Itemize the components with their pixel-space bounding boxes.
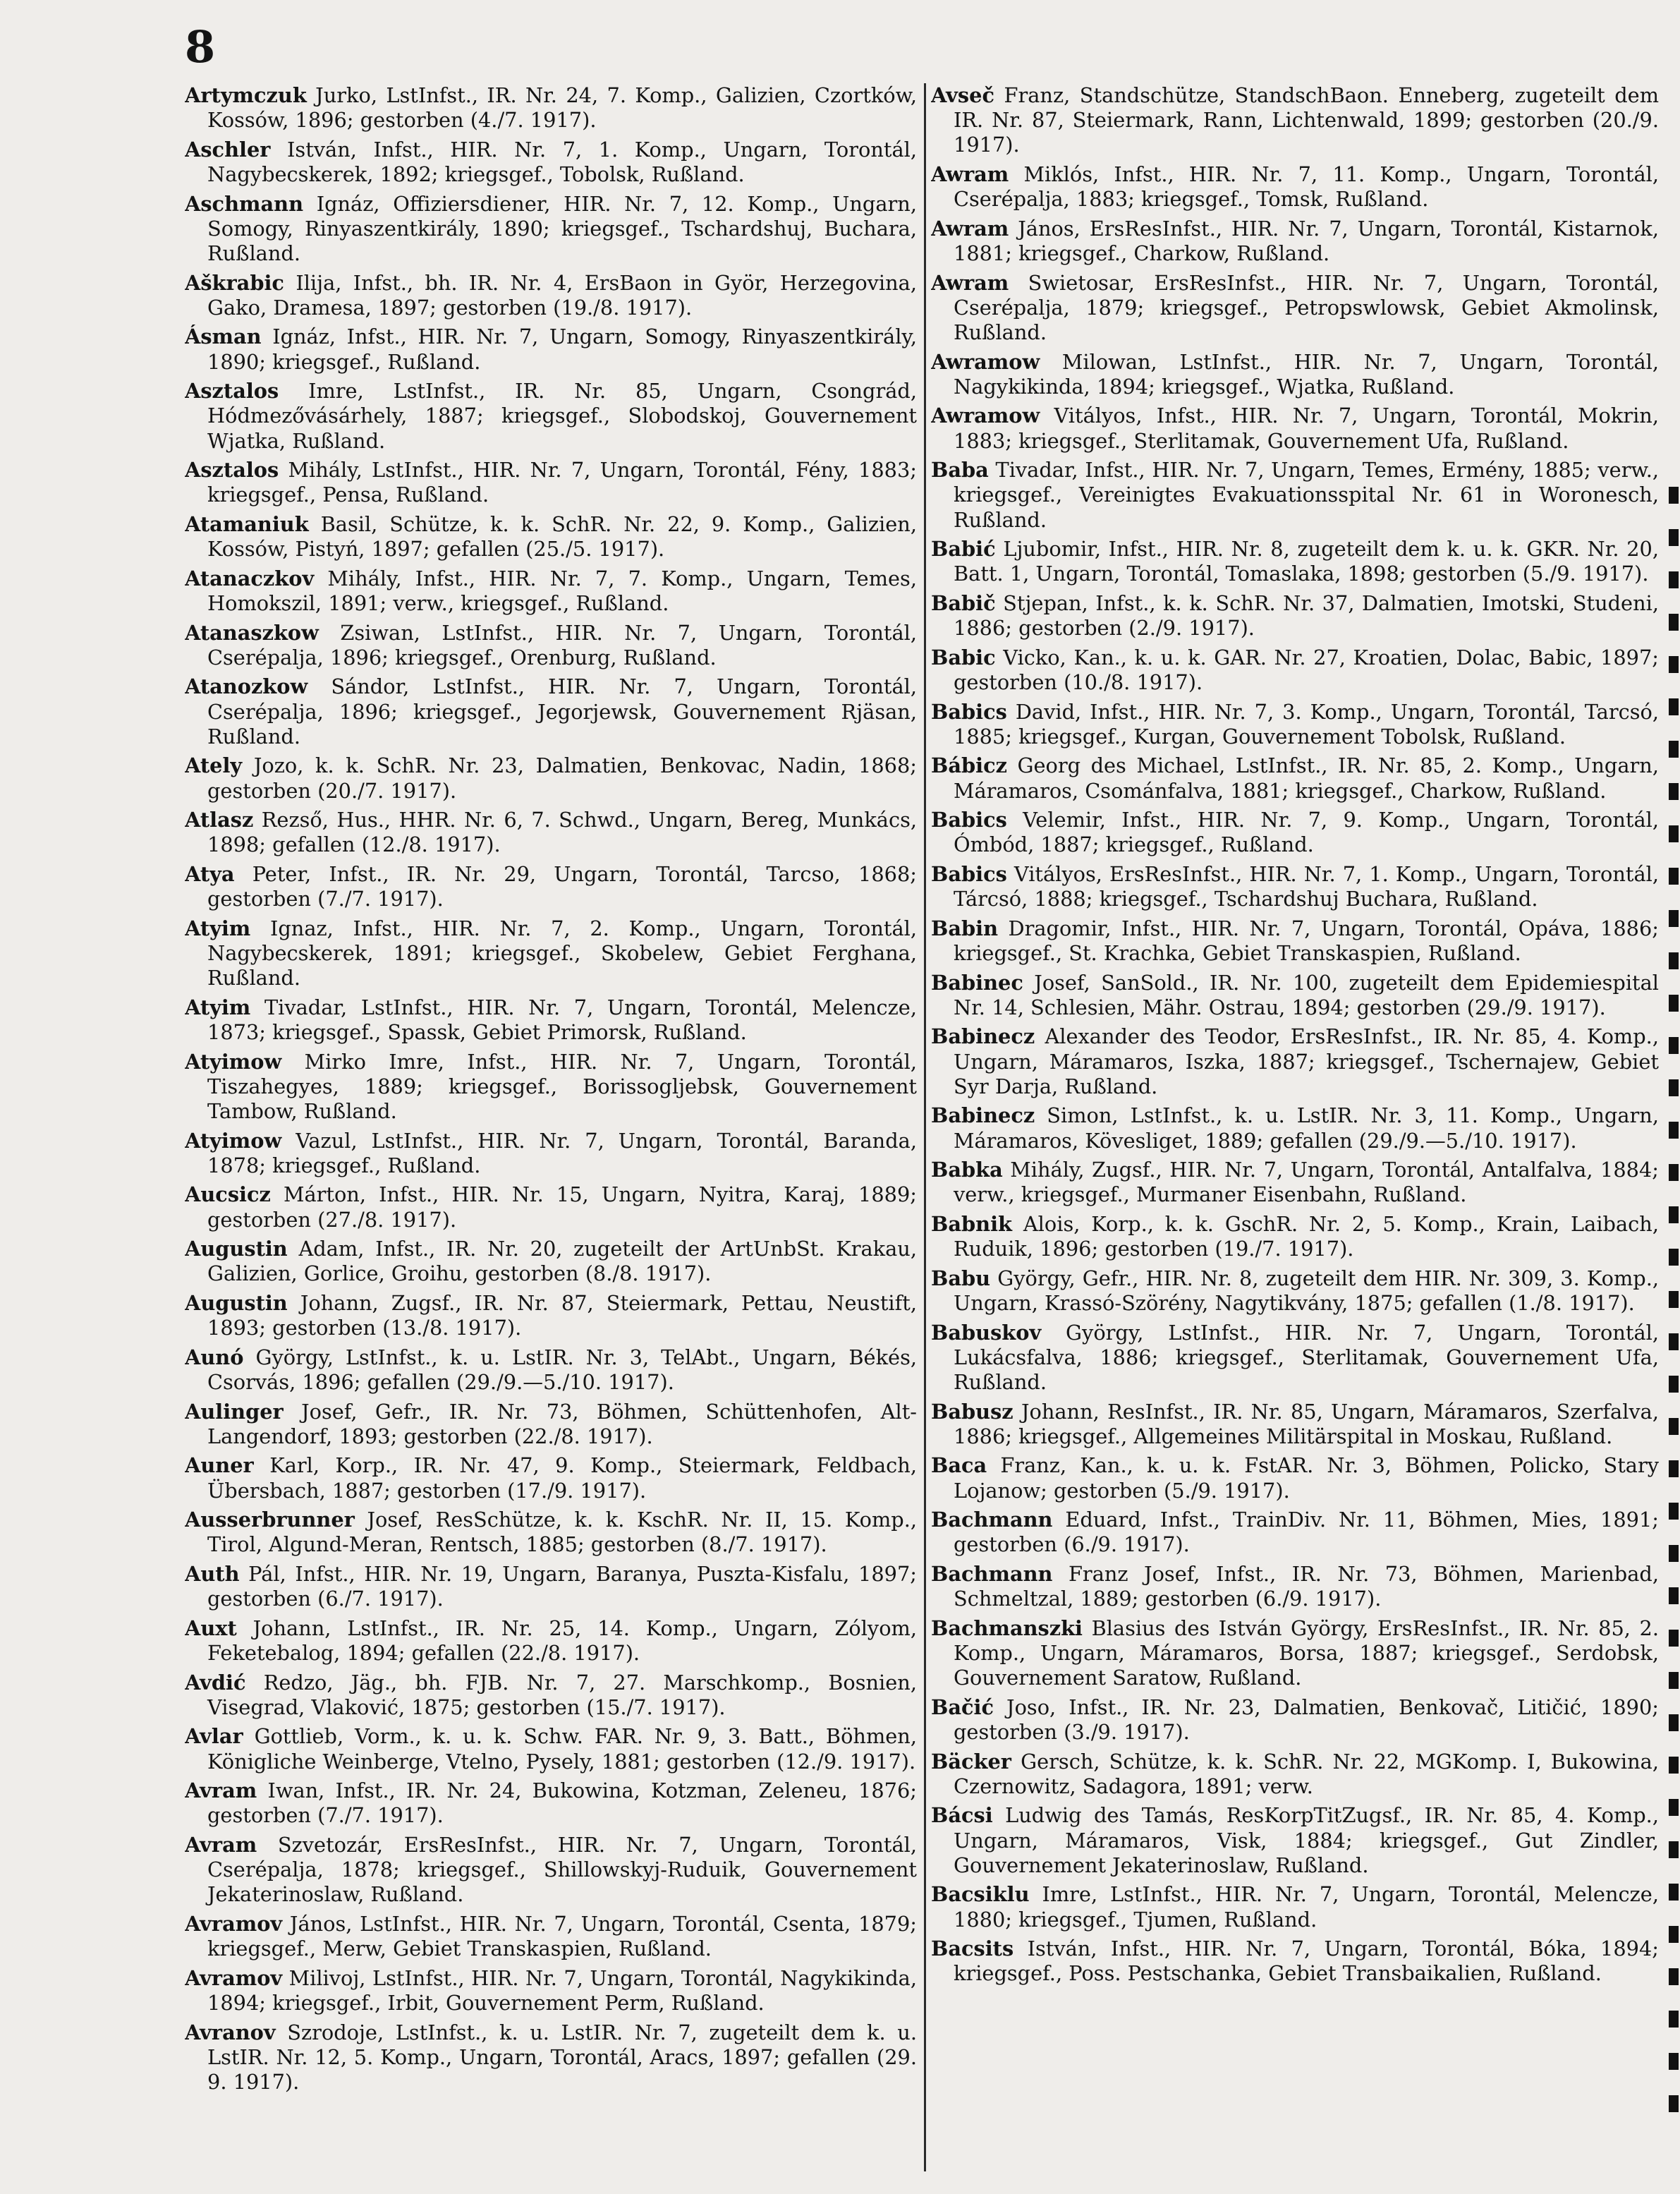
- entry-details: Franz, Standschütze, StandschBaon. Enneberg, zugeteilt dem IR. Nr. 87, Steiermark, Rann, Lichtenwald, 1899; gestorben (20./9. 1917).: [954, 83, 1659, 157]
- entry-surname: Aunó: [185, 1345, 244, 1369]
- register-entry: [185, 1724, 917, 1774]
- register-entry: [185, 83, 917, 133]
- register-entry: [185, 2020, 917, 2095]
- entry-details: Jurko, LstInfst., IR. Nr. 24, 7. Komp., Galizien, Czortków, Kossów, 1896; gestorben (4./7. 1917).: [207, 83, 917, 133]
- entry-details: Sándor, LstInfst., HIR. Nr. 7, Ungarn, Torontál, Cserépalja, 1896; kriegsgef., Jegorjewsk, Gouvernement Rjäsan, Rußland.: [207, 674, 917, 748]
- entry-surname: Awramow: [931, 349, 1040, 374]
- entry-details: Vicko, Kan., k. u. k. GAR. Nr. 27, Kroatien, Dolac, Babic, 1897; gestorben (10./8. 1917).: [954, 645, 1659, 694]
- register-entry: [185, 138, 917, 187]
- entry-surname: Auxt: [185, 1616, 237, 1640]
- entry-details: Milivoj, LstInfst., HIR. Nr. 7, Ungarn, Torontál, Nagykikinda, 1894; kriegsgef., Irbit, Gouvernement Perm, Rußland.: [207, 1965, 917, 2015]
- register-entry: [931, 1158, 1659, 1207]
- entry-surname: Awramow: [931, 404, 1040, 428]
- entry-details: Vitályos, Infst., HIR. Nr. 7, Ungarn, Torontál, Mokrin, 1883; kriegsgef., Sterlitamak, Gouvernement Ufa, Rußland.: [954, 404, 1659, 453]
- entry-surname: Avramov: [185, 1965, 283, 1990]
- entry-surname: Bäcker: [931, 1749, 1011, 1774]
- entry-details: István, Infst., HIR. Nr. 7, Ungarn, Torontál, Bóka, 1894; kriegsgef., Poss. Pestschanka, Gebiet Transbaikalien, Rußland.: [954, 1937, 1659, 1986]
- entry-surname: Avseč: [931, 83, 994, 107]
- entry-surname: Avdić: [185, 1670, 246, 1695]
- entry-surname: Avram: [185, 1778, 257, 1803]
- entry-details: Ilija, Infst., bh. IR. Nr. 4, ErsBaon in Györ, Herzegovina, Gako, Dramesa, 1897; gestorben (19./8. 1917).: [207, 270, 917, 320]
- entry-surname: Atlasz: [185, 808, 254, 832]
- entry-details: Alexander des Teodor, ErsResInfst., IR. Nr. 85, 4. Komp., Ungarn, Máramaros, Iszka, 1887; kriegsgef., Tschernajew, Gebiet Syr Darja, Rußland.: [954, 1024, 1659, 1098]
- entry-details: Josef, SanSold., IR. Nr. 100, zugeteilt dem Epidemiespital Nr. 14, Schlesien, Mähr. Ostrau, 1894; gestorben (29./9. 1917).: [954, 970, 1659, 1019]
- entry-surname: Babu: [931, 1266, 991, 1290]
- entry-surname: Aucsicz: [185, 1182, 271, 1207]
- entry-details: Franz, Kan., k. u. k. FstAR. Nr. 3, Böhmen, Policko, Stary Lojanow; gestorben (5./9. 1917).: [954, 1453, 1659, 1503]
- register-entry: [185, 512, 917, 562]
- entry-surname: Aschler: [185, 137, 271, 162]
- register-entry: [931, 753, 1659, 803]
- entry-surname: Avranov: [185, 2020, 276, 2044]
- register-entry: [185, 1508, 917, 1557]
- page-edge-marks: [1669, 487, 1679, 2131]
- entry-surname: Bačić: [931, 1695, 994, 1719]
- entry-details: Velemir, Infst., HIR. Nr. 7, 9. Komp., Ungarn, Torontál, Ómbód, 1887; kriegsgef., Rußland.: [954, 808, 1659, 857]
- entry-details: Iwan, Infst., IR. Nr. 24, Bukowina, Kotzman, Zeleneu, 1876; gestorben (7./7. 1917).: [207, 1778, 917, 1828]
- register-entry: [931, 1750, 1659, 1799]
- entry-surname: Atanaszkow: [185, 620, 319, 645]
- entry-surname: Bachmann: [931, 1561, 1053, 1586]
- entry-surname: Artymczuk: [185, 83, 307, 107]
- register-entry: [931, 162, 1659, 212]
- entry-details: Johann, LstInfst., IR. Nr. 25, 14. Komp., Ungarn, Zólyom, Feketebalog, 1894; gefallen (22./8. 1917).: [207, 1616, 917, 1665]
- entry-details: Vitályos, ErsResInfst., HIR. Nr. 7, 1. Komp., Ungarn, Torontál, Tárcsó, 1888; kriegsgef., Tschardshuj Buchara, Rußland.: [954, 861, 1659, 911]
- entry-surname: Babusz: [931, 1399, 1014, 1424]
- entry-details: Gersch, Schütze, k. k. SchR. Nr. 22, MGKomp. I, Bukowina, Czernowitz, Sadagora, 1891; verw.: [954, 1749, 1659, 1798]
- register-entry: [185, 379, 917, 454]
- entry-details: Imre, LstInfst., IR. Nr. 85, Ungarn, Csongrád, Hódmezővásárhely, 1887; kriegsgef., Slobodskoj, Gouvernement Wjatka, Rußland.: [207, 379, 917, 453]
- entry-surname: Avlar: [185, 1724, 243, 1749]
- register-entry: [185, 674, 917, 749]
- register-entry: [931, 1695, 1659, 1745]
- entry-details: Basil, Schütze, k. k. SchR. Nr. 22, 9. Komp., Galizien, Kossów, Pistyń, 1897; gefallen (25./5. 1917).: [207, 511, 917, 562]
- register-entry: [931, 1453, 1659, 1503]
- register-entry: [931, 1616, 1659, 1691]
- entry-surname: Auner: [185, 1453, 254, 1478]
- register-entry: [931, 458, 1659, 533]
- entry-details: Stjepan, Infst., k. k. SchR. Nr. 37, Dalmatien, Imotski, Studeni, 1886; gestorben (2./9. 1917).: [954, 590, 1659, 641]
- entry-surname: Avram: [185, 1832, 257, 1857]
- entry-surname: Atyim: [185, 995, 251, 1019]
- entry-details: Vazul, LstInfst., HIR. Nr. 7, Ungarn, Torontál, Baranda, 1878; kriegsgef., Rußland.: [207, 1128, 917, 1177]
- entry-details: Szrodoje, LstInfst., k. u. LstIR. Nr. 7, zugeteilt dem k. u. LstIR. Nr. 12, 5. Komp., Ungarn, Torontál, Aracs, 1897; gefallen (29. 9. 1917).: [207, 2020, 917, 2094]
- register-entry: [185, 995, 917, 1045]
- register-entry: [931, 271, 1659, 346]
- entry-details: Josef, ResSchütze, k. k. KschR. Nr. II, 15. Komp., Tirol, Algund-Meran, Rentsch, 1885; gestorben (8./7. 1917).: [207, 1508, 917, 1557]
- entry-surname: Baba: [931, 458, 989, 483]
- entry-details: Adam, Infst., IR. Nr. 20, zugeteilt der ArtUnbSt. Krakau, Galizien, Gorlice, Groihu, gestorben (8./8. 1917).: [207, 1237, 917, 1286]
- entry-surname: Bachmanszki: [931, 1616, 1083, 1640]
- entry-surname: Augustin: [185, 1290, 288, 1315]
- entry-surname: Bácsi: [931, 1803, 993, 1828]
- entry-surname: Babinec: [931, 970, 1023, 995]
- register-entry: [931, 350, 1659, 399]
- register-entry: [185, 325, 917, 374]
- entry-details: Tivadar, Infst., HIR. Nr. 7, Ungarn, Temes, Ermény, 1885; verw., kriegsgef., Vereinigtes Evakuationsspital Nr. 61 in Woronesch, Rußland.: [954, 458, 1659, 532]
- register-entry: [931, 537, 1659, 586]
- entry-details: János, LstInfst., HIR. Nr. 7, Ungarn, Torontál, Csenta, 1879; kriegsgef., Merw, Gebiet Transkaspien, Rußland.: [207, 1911, 917, 1961]
- entry-surname: Atya: [185, 861, 235, 886]
- entry-details: Peter, Infst., IR. Nr. 29, Ungarn, Torontál, Tarcso, 1868; gestorben (7./7. 1917).: [207, 861, 917, 911]
- register-entry: [931, 1212, 1659, 1261]
- register-entry: [931, 1508, 1659, 1557]
- entry-details: Mirko Imre, Infst., HIR. Nr. 7, Ungarn, Torontál, Tiszahegyes, 1889; kriegsgef., Borissogljebsk, Gouvernement Tambow, Rußland.: [207, 1049, 917, 1123]
- entry-details: Szvetozár, ErsResInfst., HIR. Nr. 7, Ungarn, Torontál, Cserépalja, 1878; kriegsgef., Shillowskyj-Ruduik, Gouvernement Jekaterinoslaw, Rußland.: [207, 1832, 917, 1907]
- register-entry: [931, 808, 1659, 857]
- entry-details: Ignáz, Offiziersdiener, HIR. Nr. 7, 12. Komp., Ungarn, Somogy, Rinyaszentkirály, 1890; kriegsgef., Tschardshuj, Buchara, Rußland.: [207, 191, 917, 265]
- register-entry: [931, 916, 1659, 966]
- register-entry: [185, 1912, 917, 1961]
- register-entry: [931, 1562, 1659, 1611]
- entry-surname: Atyim: [185, 916, 251, 940]
- entry-details: Ignaz, Infst., HIR. Nr. 7, 2. Komp., Ungarn, Torontál, Nagybecskerek, 1891; kriegsgef., Skobelew, Gebiet Ferghana, Rußland.: [207, 916, 917, 990]
- entry-surname: Aulinger: [185, 1399, 284, 1424]
- entry-surname: Aschmann: [185, 191, 304, 216]
- entry-details: Milowan, LstInfst., HIR. Nr. 7, Ungarn, Torontál, Nagykikinda, 1894; kriegsgef., Wjatka, Rußland.: [954, 349, 1659, 399]
- right-column: [931, 83, 1659, 2175]
- entry-details: Georg des Michael, LstInfst., IR. Nr. 85, 2. Komp., Ungarn, Máramaros, Csománfalva, 1881; kriegsgef., Charkow, Rußland.: [954, 753, 1659, 803]
- entry-surname: Avramov: [185, 1911, 283, 1936]
- entry-details: Swietosar, ErsResInfst., HIR. Nr. 7, Ungarn, Torontál, Cserépalja, 1879; kriegsgef., Petropswlowsk, Gebiet Akmolinsk, Rußland.: [954, 270, 1659, 344]
- entry-details: Johann, ResInfst., IR. Nr. 85, Ungarn, Máramaros, Szerfalva, 1886; kriegsgef., Allgemeines Militärspital in Moskau, Rußland.: [954, 1399, 1659, 1448]
- register-entry: [185, 1562, 917, 1611]
- column-divider: [924, 83, 926, 2171]
- entry-details: Zsiwan, LstInfst., HIR. Nr. 7, Ungarn, Torontál, Cserépalja, 1896; kriegsgef., Orenburg, Rußland.: [207, 620, 917, 669]
- entry-details: Márton, Infst., HIR. Nr. 15, Ungarn, Nyitra, Karaj, 1889; gestorben (27./8. 1917).: [207, 1182, 917, 1232]
- entry-details: Mihály, Zugsf., HIR. Nr. 7, Ungarn, Torontál, Antalfalva, 1884; verw., kriegsgef., Murmaner Eisenbahn, Rußland.: [954, 1158, 1659, 1207]
- entry-details: Ludwig des Tamás, ResKorpTitZugsf., IR. Nr. 85, 4. Komp., Ungarn, Máramaros, Visk, 1884; kriegsgef., Gut Zindler, Gouvernement Jekaterinoslaw, Rußland.: [954, 1803, 1659, 1877]
- entry-surname: Awram: [931, 162, 1009, 186]
- register-entry: [185, 1237, 917, 1286]
- entry-details: Eduard, Infst., TrainDiv. Nr. 11, Böhmen, Mies, 1891; gestorben (6./9. 1917).: [954, 1508, 1659, 1557]
- entry-surname: Baca: [931, 1453, 987, 1478]
- entry-surname: Babics: [931, 699, 1007, 724]
- entry-details: Dragomir, Infst., HIR. Nr. 7, Ungarn, Torontál, Opáva, 1886; kriegsgef., St. Krachka, Gebiet Transkaspien, Rußland.: [954, 916, 1659, 965]
- entry-details: Josef, Gefr., IR. Nr. 73, Böhmen, Schüttenhofen, Alt-Langendorf, 1893; gestorben (22./8. 1917).: [207, 1399, 917, 1448]
- entry-details: György, Gefr., HIR. Nr. 8, zugeteilt dem HIR. Nr. 309, 3. Komp., Ungarn, Krassó-Szörény, Nagytikvány, 1875; gefallen (1./8. 1917).: [954, 1266, 1659, 1315]
- entry-details: György, LstInfst., k. u. LstIR. Nr. 3, TelAbt., Ungarn, Békés, Csorvás, 1896; gefallen (29./9.—5./10. 1917).: [207, 1345, 917, 1394]
- entry-details: János, ErsResInfst., HIR. Nr. 7, Ungarn, Torontál, Kistarnok, 1881; kriegsgef., Charkow, Rußland.: [954, 216, 1659, 265]
- entry-surname: Aškrabic: [185, 270, 284, 295]
- entry-surname: Asztalos: [185, 458, 279, 483]
- register-entry: [185, 1616, 917, 1666]
- entry-surname: Bacsiklu: [931, 1882, 1030, 1907]
- register-entry: [185, 621, 917, 670]
- register-entry: [185, 1671, 917, 1720]
- entry-surname: Babnik: [931, 1211, 1012, 1236]
- entry-details: David, Infst., HIR. Nr. 7, 3. Komp., Ungarn, Torontál, Tarcsó, 1885; kriegsgef., Kurgan, Gouvernement Tobolsk, Rußland.: [954, 699, 1659, 748]
- entry-surname: Babuskov: [931, 1320, 1042, 1345]
- entry-details: Blasius des István György, ErsResInfst., IR. Nr. 85, 2. Komp., Ungarn, Máramaros, Borsa, 1887; kriegsgef., Serdobsk, Gouvernement Saratow, Rußland.: [954, 1616, 1659, 1690]
- entry-details: Ljubomir, Infst., HIR. Nr. 8, zugeteilt dem k. u. k. GKR. Nr. 20, Batt. 1, Ungarn, Torontál, Tomaslaka, 1898; gestorben (5./9. 1917).: [954, 537, 1659, 586]
- entry-surname: Awram: [931, 216, 1009, 241]
- register-entry: [931, 700, 1659, 749]
- entry-surname: Ásman: [185, 325, 262, 349]
- entry-details: Mihály, Infst., HIR. Nr. 7, 7. Komp., Ungarn, Temes, Homokszil, 1891; verw., kriegsgef., Rußland.: [207, 566, 917, 615]
- register-entry: [185, 916, 917, 991]
- register-entry: [931, 1103, 1659, 1153]
- entry-details: György, LstInfst., HIR. Nr. 7, Ungarn, Torontál, Lukácsfalva, 1886; kriegsgef., Sterlitamak, Gouvernement Ufa, Rußland.: [954, 1320, 1659, 1394]
- entry-surname: Babics: [931, 808, 1007, 832]
- register-entry: [931, 1937, 1659, 1986]
- entry-surname: Augustin: [185, 1237, 288, 1261]
- entry-surname: Auth: [185, 1561, 240, 1586]
- register-entry: [185, 862, 917, 911]
- register-entry: [931, 862, 1659, 911]
- register-entry: [185, 1291, 917, 1340]
- register-entry: [931, 83, 1659, 158]
- register-entry: [931, 1266, 1659, 1316]
- entry-details: Miklós, Infst., HIR. Nr. 7, 11. Komp., Ungarn, Torontál, Cserépalja, 1883; kriegsgef., Tomsk, Rußland.: [954, 162, 1659, 212]
- register-entry: [185, 1400, 917, 1449]
- register-entry: [185, 1345, 917, 1395]
- entry-details: Simon, LstInfst., k. u. LstIR. Nr. 3, 11. Komp., Ungarn, Máramaros, Kövesliget, 1889; gefallen (29./9.—5./10. 1917).: [954, 1103, 1659, 1153]
- register-entry: [931, 971, 1659, 1020]
- entry-surname: Atyimow: [185, 1049, 282, 1074]
- entry-details: Imre, LstInfst., HIR. Nr. 7, Ungarn, Torontál, Melencze, 1880; kriegsgef., Tjumen, Rußland.: [954, 1882, 1659, 1932]
- entry-details: Ignáz, Infst., HIR. Nr. 7, Ungarn, Somogy, Rinyaszentkirály, 1890; kriegsgef., Rußland.: [207, 325, 917, 374]
- register-entry: [931, 1882, 1659, 1932]
- entry-details: Rezső, Hus., HHR. Nr. 6, 7. Schwd., Ungarn, Bereg, Munkács, 1898; gefallen (12./8. 1917).: [207, 808, 917, 857]
- entry-details: Pál, Infst., HIR. Nr. 19, Ungarn, Baranya, Puszta-Kisfalu, 1897; gestorben (6./7. 1917).: [207, 1561, 917, 1611]
- register-entry: [185, 1182, 917, 1232]
- entry-surname: Babinecz: [931, 1024, 1035, 1049]
- entry-surname: Babics: [931, 861, 1007, 886]
- page-number: 8: [185, 21, 216, 73]
- register-entry: [185, 271, 917, 320]
- entry-details: Gottlieb, Vorm., k. u. k. Schw. FAR. Nr. 9, 3. Batt., Böhmen, Königliche Weinberge, Vtelno, Pysely, 1881; gestorben (12./9. 1917).: [207, 1724, 917, 1774]
- register-entry: [931, 404, 1659, 453]
- register-entry: [185, 566, 917, 616]
- entry-surname: Bábicz: [931, 753, 1007, 778]
- register-entry: [931, 1803, 1659, 1878]
- entry-details: István, Infst., HIR. Nr. 7, 1. Komp., Ungarn, Torontál, Nagybecskerek, 1892; kriegsgef., Tobolsk, Rußland.: [207, 137, 917, 186]
- register-entry: [185, 192, 917, 267]
- entry-surname: Atamaniuk: [185, 511, 309, 536]
- entry-surname: Babić: [931, 537, 996, 562]
- register-entry: [931, 1321, 1659, 1395]
- entry-details: Alois, Korp., k. k. GschR. Nr. 2, 5. Komp., Krain, Laibach, Ruduik, 1896; gestorben (19./7. 1917).: [954, 1211, 1659, 1261]
- left-column: [185, 83, 917, 2175]
- entry-details: Redzo, Jäg., bh. FJB. Nr. 7, 27. Marschkomp., Bosnien, Visegrad, Vlaković, 1875; gestorben (15./7. 1917).: [207, 1670, 917, 1719]
- entry-details: Jozo, k. k. SchR. Nr. 23, Dalmatien, Benkovac, Nadin, 1868; gestorben (20./7. 1917).: [207, 753, 917, 803]
- register-entry: [185, 1833, 917, 1908]
- entry-surname: Atanaczkov: [185, 566, 315, 590]
- entry-surname: Babin: [931, 916, 999, 940]
- register-entry: [931, 591, 1659, 641]
- register-entry: [931, 646, 1659, 695]
- register-entry: [185, 808, 917, 857]
- entry-surname: Atanozkow: [185, 674, 308, 699]
- entry-surname: Babinecz: [931, 1103, 1035, 1128]
- entry-details: Franz Josef, Infst., IR. Nr. 73, Böhmen, Marienbad, Schmeltzal, 1889; gestorben (6./9. 1917).: [954, 1561, 1659, 1611]
- register-entry: [185, 1129, 917, 1178]
- register-entry: [185, 753, 917, 803]
- register-entry: [185, 1778, 917, 1828]
- entry-surname: Babič: [931, 590, 996, 615]
- entry-surname: Bacsits: [931, 1937, 1014, 1961]
- entry-details: Karl, Korp., IR. Nr. 47, 9. Komp., Steiermark, Feldbach, Übersbach, 1887; gestorben (17./9. 1917).: [207, 1453, 917, 1503]
- register-entry: [185, 458, 917, 507]
- entry-details: Joso, Infst., IR. Nr. 23, Dalmatien, Benkovač, Litičić, 1890; gestorben (3./9. 1917).: [954, 1695, 1659, 1744]
- register-entry: [185, 1050, 917, 1125]
- entry-surname: Awram: [931, 270, 1009, 295]
- entry-details: Mihály, LstInfst., HIR. Nr. 7, Ungarn, Torontál, Fény, 1883; kriegsgef., Pensa, Rußland.: [207, 458, 917, 507]
- entry-surname: Ausserbrunner: [185, 1508, 355, 1532]
- entry-surname: Bachmann: [931, 1508, 1053, 1532]
- entry-details: Tivadar, LstInfst., HIR. Nr. 7, Ungarn, Torontál, Melencze, 1873; kriegsgef., Spassk, Gebiet Primorsk, Rußland.: [207, 995, 917, 1044]
- entry-surname: Babic: [931, 645, 996, 669]
- register-entry: [931, 1024, 1659, 1099]
- entry-surname: Atyimow: [185, 1128, 282, 1153]
- entry-details: Johann, Zugsf., IR. Nr. 87, Steiermark, Pettau, Neustift, 1893; gestorben (13./8. 1917).: [207, 1290, 917, 1340]
- register-entry: [185, 1966, 917, 2016]
- entry-surname: Asztalos: [185, 379, 279, 404]
- register-entry: [931, 1400, 1659, 1449]
- register-entry: [185, 1453, 917, 1503]
- entry-surname: Babka: [931, 1158, 1003, 1182]
- entry-surname: Ately: [185, 753, 243, 778]
- register-entry: [931, 217, 1659, 266]
